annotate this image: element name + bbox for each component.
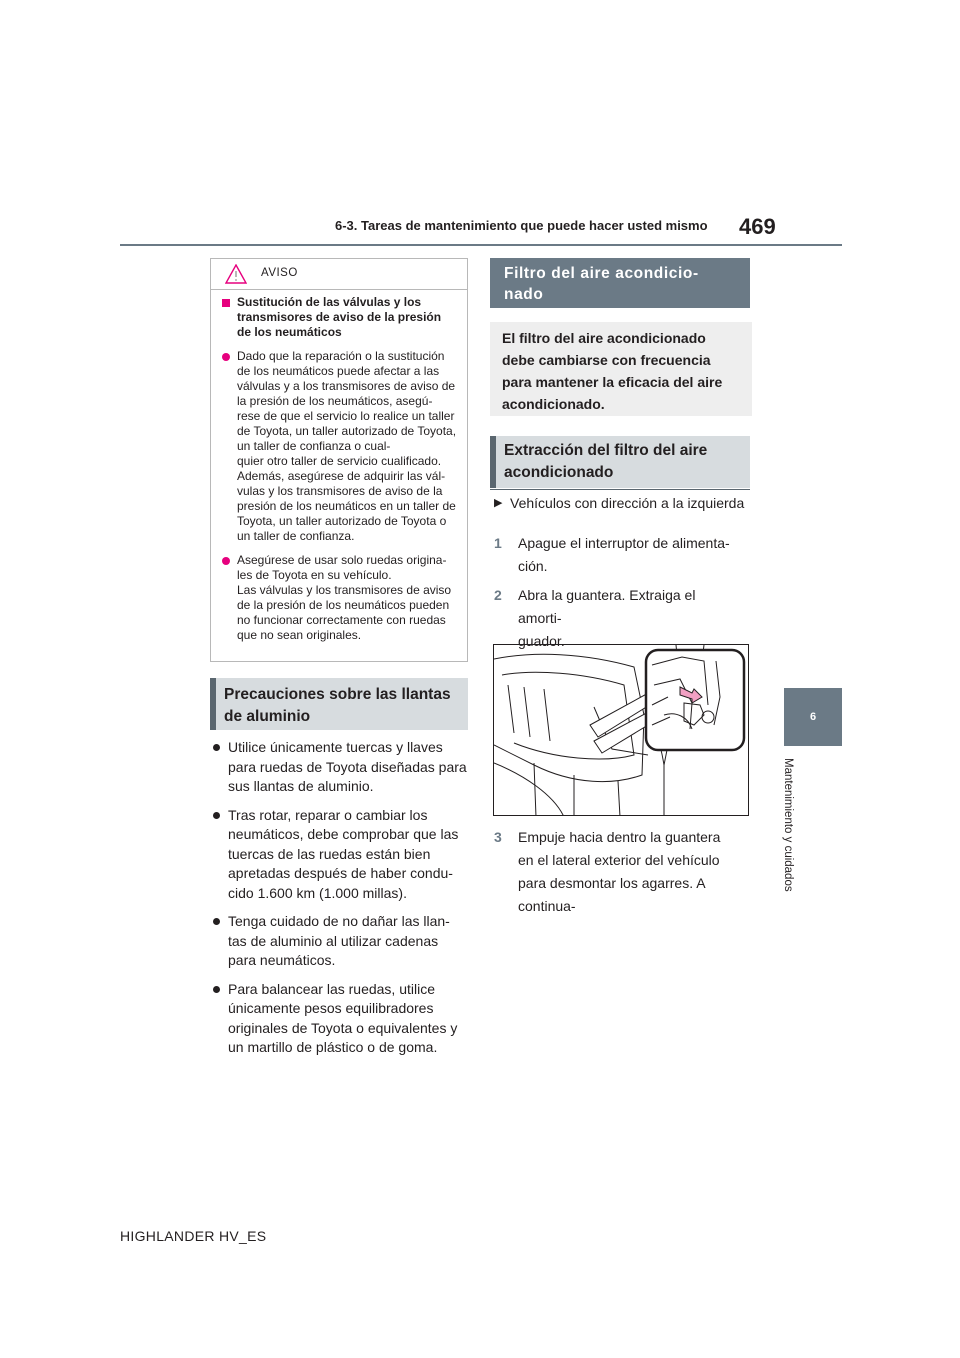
warning-item: Dado que la reparación o la sustitución de los neumáticos puede afectar a las válvulas y a los transmisores de aviso de la presión de los neumáticos, asegú- rese de que el servicio lo realice un taller de Toyota, un taller autorizado de Toyota, un taller de confianza o cual- quier otro taller de servicio cualificado. Además, asegúrese de adquirir las vál- vulas y los transmisores de aviso de la presión de los neumáticos en un taller de Toyota, un taller autorizado de Toyota o un taller de confianza.: [221, 349, 457, 544]
warning-body: [211, 290, 467, 643]
list-item: Tenga cuidado de no dañar las llan- tas de aluminio al utilizar cadenas para neumáticos.: [210, 912, 468, 971]
step-3: [494, 826, 734, 918]
warning-item: Asegúrese de usar solo ruedas origina- les de Toyota en su vehículo. Las válvulas y los transmisores de aviso de la presión de los neumáticos pueden no funcionar correctamente con ruedas que no sean originales.: [221, 553, 457, 643]
alloy-section-title: Precauciones sobre las llantas de aluminio: [210, 678, 468, 730]
step-1: [494, 532, 734, 578]
warning-label: AVISO: [261, 267, 298, 279]
filter-intro: El filtro del aire acondicionado debe cambiarse con frecuencia para mantener la eficacia del aire acondicionado.: [490, 322, 752, 416]
warning-box: [210, 258, 468, 662]
warning-triangle-icon: [225, 264, 247, 284]
list-item: Para balancear las ruedas, utilice únicamente pesos equilibradores originales de Toyota o equivalentes y un martillo de plástico o de goma.: [210, 980, 468, 1058]
page-number: 469: [739, 214, 776, 239]
step-text: Abra la guantera. Extraiga el amorti- guador.: [518, 587, 696, 649]
condition-text: Vehículos con dirección a la izquierda: [510, 495, 745, 511]
chapter-tab: [784, 688, 842, 746]
header-rule: [120, 244, 842, 246]
condition-note: [494, 494, 750, 513]
step-number: 2: [494, 587, 502, 603]
filter-section-title: Filtro del aire acondicio- nado: [490, 258, 750, 308]
filter-subsection-title: Extracción del filtro del aire acondicionado: [490, 436, 750, 488]
warning-heading: Sustitución de las válvulas y los transmisores de aviso de la presión de los neumáticos: [221, 295, 457, 340]
list-item: Tras rotar, reparar o cambiar los neumáticos, debe comprobar que las tuercas de las ruedas están bien apretadas después de haber condu- cido 1.600 km (1.000 millas).: [210, 806, 468, 904]
chapter-label-text: Mantenimiento y cuidados: [782, 758, 794, 892]
alloy-bullet-list: [210, 738, 468, 1067]
list-item: Utilice únicamente tuercas y llaves para ruedas de Toyota diseñadas para sus llantas de aluminio.: [210, 738, 468, 797]
triangle-right-icon: ▶: [494, 497, 503, 509]
footer-model: HIGHLANDER HV_ES: [120, 1228, 267, 1244]
step-text: Apague el interruptor de alimenta- ción.: [518, 535, 730, 574]
step-2: [494, 584, 734, 653]
running-header-title: 6-3. Tareas de mantenimiento que puede hacer usted mismo: [335, 218, 708, 233]
step-number: 3: [494, 829, 502, 845]
step-number: 1: [494, 535, 502, 551]
chapter-side-label: [780, 758, 800, 918]
glovebox-illustration: [493, 644, 749, 816]
step-text: Empuje hacia dentro la guantera en el lateral exterior del vehículo para desmontar los agarres. A continua-: [518, 829, 721, 914]
chapter-number: 6: [809, 711, 817, 723]
glovebox-drawing: [494, 645, 749, 816]
warning-header: [211, 259, 467, 290]
